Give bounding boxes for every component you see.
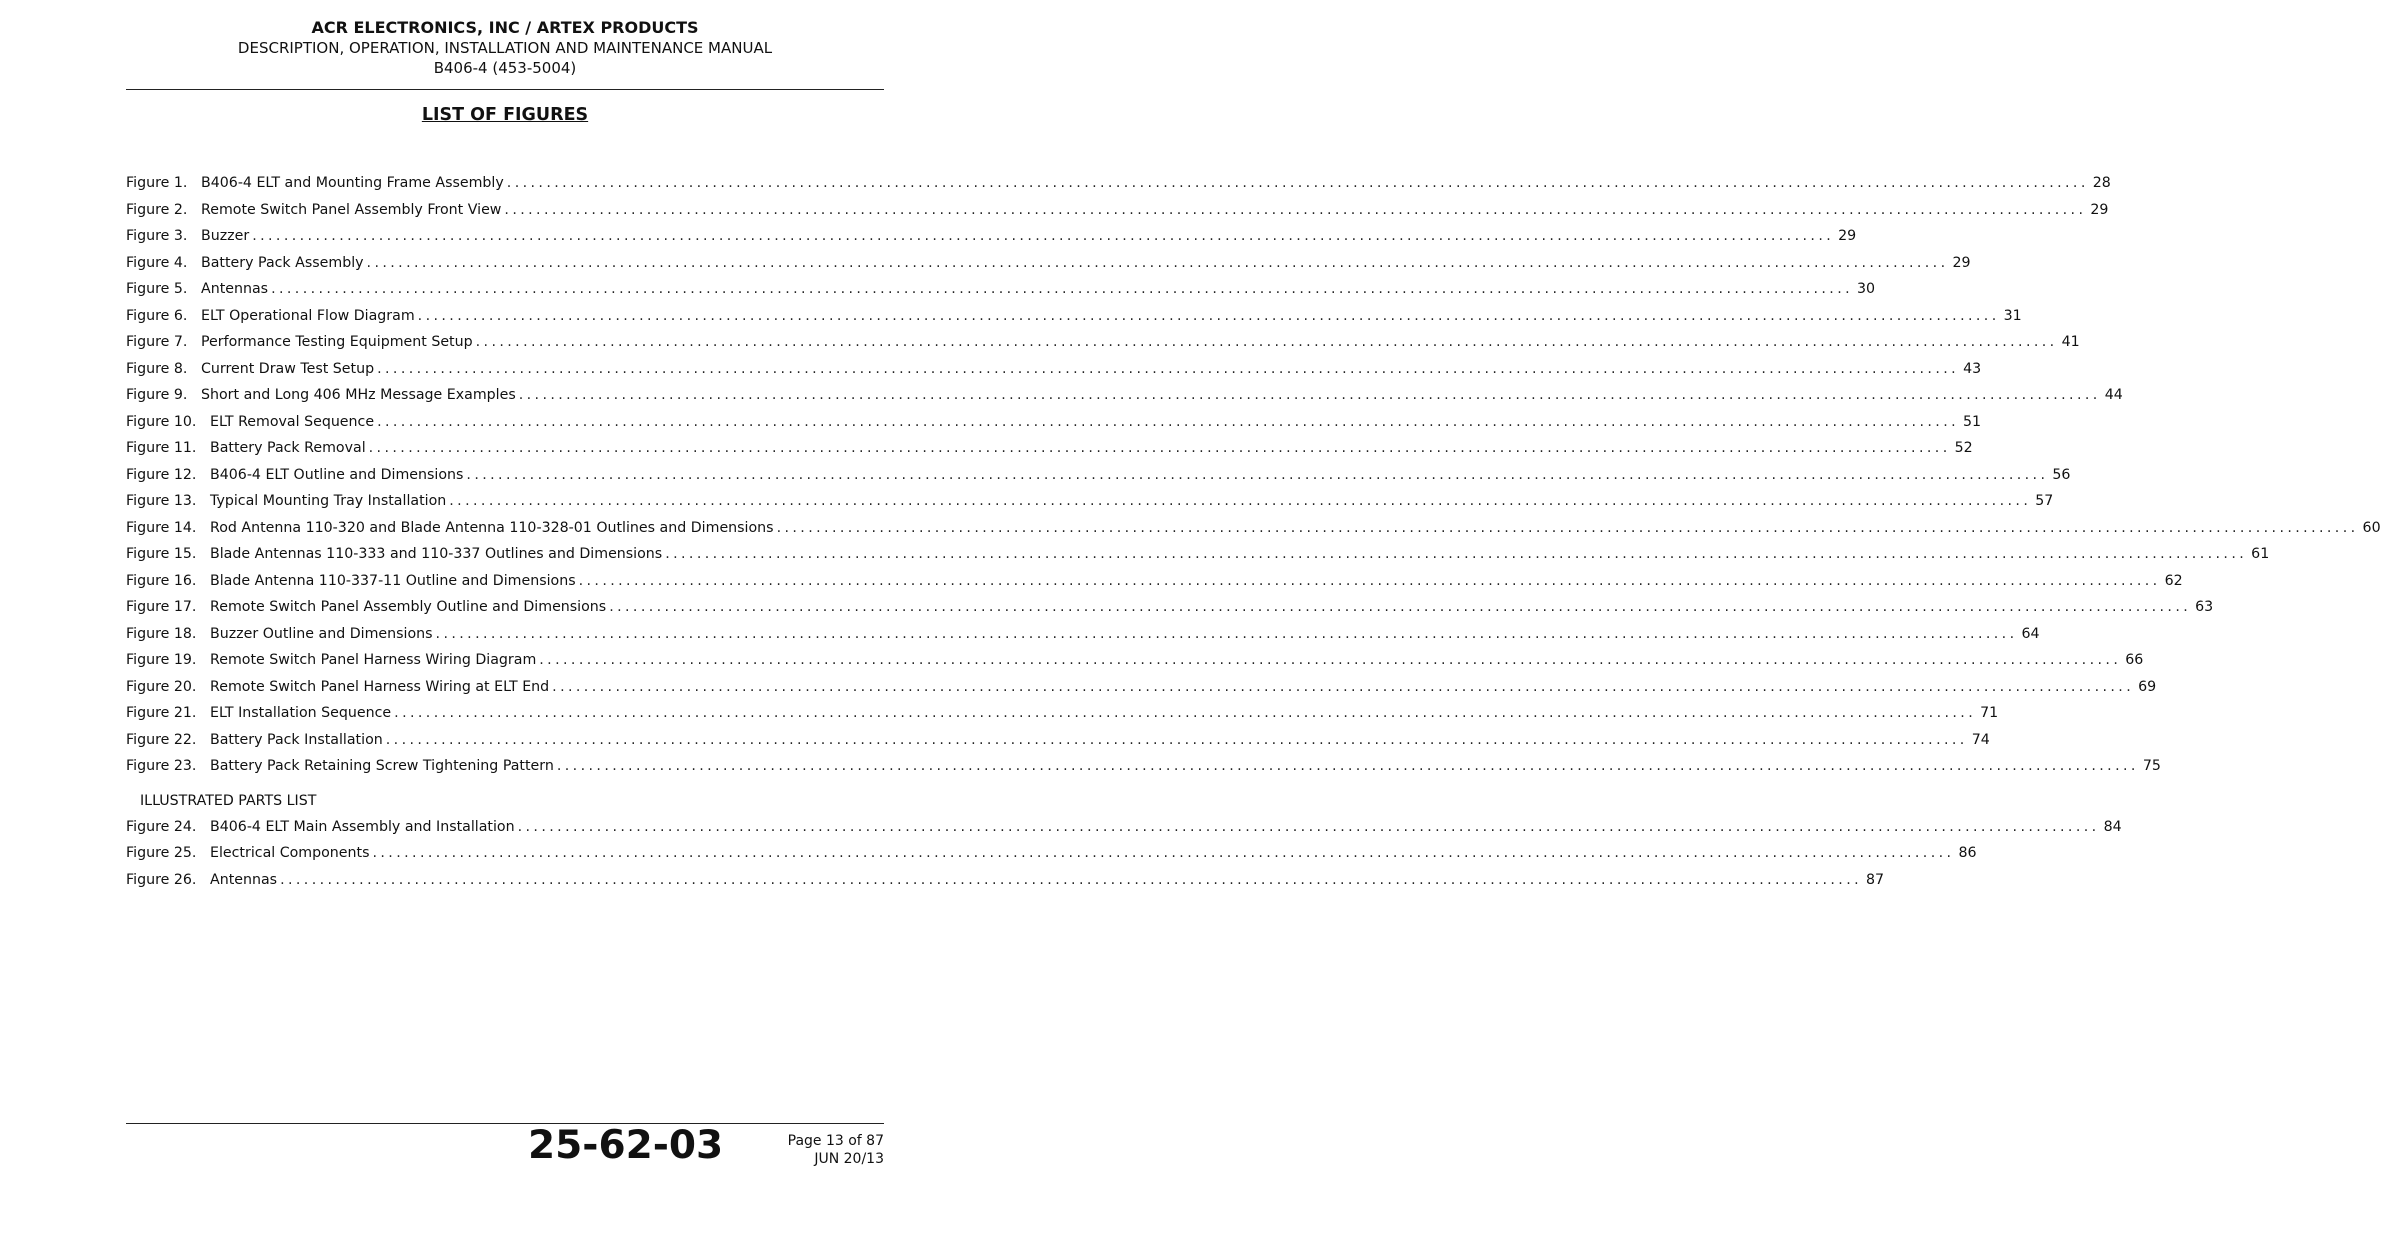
figure-entry[interactable] [126, 814, 2122, 841]
figure-page-number: 30 [1857, 281, 1876, 297]
figure-page-number: 69 [2138, 678, 2157, 695]
figure-entry[interactable] [126, 541, 2270, 568]
figure-title: Remote Switch Panel Harness Wiring Diagram [210, 652, 537, 668]
figure-entry[interactable] [126, 223, 1857, 250]
figure-number: Figure 22. [126, 731, 197, 748]
figure-number: Figure 13. [126, 493, 197, 509]
figure-page-number: 51 [1963, 413, 1982, 430]
model-number: B406-4 (453-5004) [433, 59, 577, 77]
figure-title: Electrical Components [210, 845, 370, 861]
figure-title: Rod Antenna 110-320 and Blade Antenna 110-328-01 Outlines and Dimensions [210, 519, 774, 536]
figure-entry[interactable] [126, 462, 2071, 489]
figure-page-number: 41 [2061, 334, 2080, 350]
figure-title: Remote Switch Panel Assembly Front View [201, 201, 502, 218]
figure-entry[interactable] [126, 753, 2161, 780]
figure-number: Figure 14. [126, 519, 197, 536]
dot-leader: ........................................................................................................................................................................................................ [366, 254, 1949, 271]
figure-title: Short and Long 406 MHz Message Examples [201, 387, 516, 403]
figure-number: Figure 9. [126, 387, 188, 403]
figure-page-number: 71 [1980, 705, 1999, 721]
footer-divider [126, 1123, 884, 1124]
figure-page-number: 60 [2362, 519, 2381, 536]
figure-title: Antennas [210, 871, 278, 888]
dot-leader: ........................................................................................................................................................................................................ [552, 678, 2135, 695]
figure-title: Battery Pack Removal [210, 440, 366, 456]
figure-page-number: 28 [2092, 175, 2111, 191]
dot-leader: ........................................................................................................................................................................................................ [466, 466, 2049, 483]
ipl-figures-group [126, 814, 2122, 894]
figure-page-number: 56 [2052, 466, 2071, 483]
figure-page-number: 62 [2164, 572, 2183, 589]
figure-title: Remote Switch Panel Harness Wiring at ELT End [210, 678, 550, 695]
figure-entry[interactable] [126, 594, 2214, 621]
figure-page-number: 63 [2195, 599, 2214, 615]
dot-leader: ........................................................................................................................................................................................................ [539, 652, 2122, 668]
dot-leader: ........................................................................................................................................................................................................ [394, 705, 1977, 721]
dot-leader: ........................................................................................................................................................................................................ [449, 493, 2032, 509]
figure-number: Figure 20. [126, 678, 197, 695]
dot-leader: ........................................................................................................................................................................................................ [280, 871, 1863, 888]
figure-title: Battery Pack Assembly [201, 254, 364, 271]
figure-title: Battery Pack Installation [210, 731, 383, 748]
figure-title: Buzzer [201, 228, 250, 244]
figure-title: Blade Antenna 110-337-11 Outline and Dimensions [210, 572, 576, 589]
figure-page-number: 31 [2003, 307, 2022, 324]
figure-page-number: 75 [2142, 758, 2161, 774]
figure-page-number: 44 [2104, 387, 2123, 403]
figure-title: B406-4 ELT Main Assembly and Installation [210, 818, 515, 835]
figure-page-number: 86 [1958, 845, 1977, 861]
page-number: Page 13 of 87 [787, 1133, 884, 1149]
figure-page-number: 57 [2035, 493, 2054, 509]
figure-entry[interactable] [126, 674, 2157, 701]
figure-number: Figure 26. [126, 871, 197, 888]
figure-entry[interactable] [126, 515, 2381, 542]
figure-number: Figure 3. [126, 228, 188, 244]
dot-leader: ........................................................................................................................................................................................................ [517, 818, 2100, 835]
figure-page-number: 29 [2090, 201, 2109, 218]
figure-number: Figure 12. [126, 466, 197, 483]
figure-entry[interactable] [126, 435, 1973, 462]
figure-entry[interactable] [126, 488, 2054, 515]
figure-title: Buzzer Outline and Dimensions [210, 625, 433, 642]
figure-entry[interactable] [126, 276, 1876, 303]
figure-entry[interactable] [126, 409, 1982, 436]
figure-page-number: 66 [2125, 652, 2144, 668]
figure-number: Figure 25. [126, 845, 197, 861]
figure-entry[interactable] [126, 250, 1971, 277]
dot-leader: ........................................................................................................................................................................................................ [556, 758, 2139, 774]
figure-page-number: 43 [1963, 360, 1982, 377]
figure-title: ELT Operational Flow Diagram [201, 307, 415, 324]
figure-list [126, 170, 2381, 893]
figure-entry[interactable] [126, 382, 2123, 409]
figure-title: B406-4 ELT and Mounting Frame Assembly [201, 175, 504, 191]
figure-page-number: 87 [1866, 871, 1885, 888]
figure-number: Figure 10. [126, 413, 197, 430]
figure-entry[interactable] [126, 621, 2040, 648]
dot-leader: ........................................................................................................................................................................................................ [518, 387, 2101, 403]
figure-entry[interactable] [126, 356, 1982, 383]
figure-number: Figure 8. [126, 360, 188, 377]
figure-title: Blade Antennas 110-333 and 110-337 Outlines and Dimensions [210, 546, 663, 562]
dot-leader: ........................................................................................................................................................................................................ [578, 572, 2161, 589]
figure-entry[interactable] [126, 568, 2183, 595]
ipl-heading: ILLUSTRATED PARTS LIST [140, 792, 317, 809]
figure-entry[interactable] [126, 197, 2109, 224]
document-code: 25-62-03 [528, 1123, 724, 1168]
dot-leader: ........................................................................................................................................................................................................ [665, 546, 2248, 562]
manual-title: DESCRIPTION, OPERATION, INSTALLATION AND MAINTENANCE MANUAL [237, 39, 773, 57]
figure-number: Figure 19. [126, 652, 197, 668]
figure-number: Figure 15. [126, 546, 197, 562]
dot-leader: ........................................................................................................................................................................................................ [271, 281, 1854, 297]
figure-number: Figure 7. [126, 334, 188, 350]
figure-entry[interactable] [126, 867, 1885, 894]
dot-leader: ........................................................................................................................................................................................................ [417, 307, 2000, 324]
figure-title: Typical Mounting Tray Installation [210, 493, 447, 509]
figure-entry[interactable] [126, 727, 1990, 754]
company-name: ACR ELECTRONICS, INC / ARTEX PRODUCTS [311, 18, 699, 37]
figure-number: Figure 18. [126, 625, 197, 642]
figure-title: Antennas [201, 281, 269, 297]
revision-date: JUN 20/13 [814, 1151, 884, 1167]
figure-title: ELT Removal Sequence [210, 413, 375, 430]
figure-title: Battery Pack Retaining Screw Tightening Pattern [210, 758, 554, 774]
figures-group [126, 170, 2381, 780]
figure-number: Figure 2. [126, 201, 188, 218]
dot-leader: ........................................................................................................................................................................................................ [475, 334, 2058, 350]
figure-page-number: 29 [1952, 254, 1971, 271]
figure-number: Figure 24. [126, 818, 197, 835]
figure-page-number: 74 [1971, 731, 1990, 748]
figure-entry[interactable] [126, 840, 1977, 867]
figure-entry[interactable] [126, 647, 2144, 674]
dot-leader: ........................................................................................................................................................................................................ [776, 519, 2359, 536]
figure-entry[interactable] [126, 303, 2022, 330]
figure-number: Figure 11. [126, 440, 197, 456]
header-divider [126, 89, 884, 90]
dot-leader: ........................................................................................................................................................................................................ [377, 413, 1960, 430]
figure-number: Figure 6. [126, 307, 188, 324]
figure-number: Figure 16. [126, 572, 197, 589]
dot-leader: ........................................................................................................................................................................................................ [372, 845, 1955, 861]
figure-title: ELT Installation Sequence [210, 705, 392, 721]
figure-number: Figure 1. [126, 175, 188, 191]
dot-leader: ........................................................................................................................................................................................................ [368, 440, 1951, 456]
page-header [126, 18, 884, 78]
figure-entry[interactable] [126, 700, 1999, 727]
figure-number: Figure 4. [126, 254, 188, 271]
figure-title: Current Draw Test Setup [201, 360, 375, 377]
figure-number: Figure 21. [126, 705, 197, 721]
figure-title: Remote Switch Panel Assembly Outline and Dimensions [210, 599, 607, 615]
figure-number: Figure 5. [126, 281, 188, 297]
figure-title: Performance Testing Equipment Setup [201, 334, 473, 350]
dot-leader: ........................................................................................................................................................................................................ [435, 625, 2018, 642]
figure-entry[interactable] [126, 329, 2080, 356]
dot-leader: ........................................................................................................................................................................................................ [504, 201, 2087, 218]
figure-number: Figure 17. [126, 599, 197, 615]
figure-page-number: 29 [1838, 228, 1857, 244]
figure-page-number: 84 [2103, 818, 2122, 835]
dot-leader: ........................................................................................................................................................................................................ [377, 360, 1960, 377]
figure-page-number: 61 [2251, 546, 2270, 562]
page-title: LIST OF FIGURES [421, 105, 589, 125]
figure-entry[interactable] [126, 170, 2111, 197]
dot-leader: ........................................................................................................................................................................................................ [252, 228, 1835, 244]
figure-title: B406-4 ELT Outline and Dimensions [210, 466, 464, 483]
dot-leader: ........................................................................................................................................................................................................ [385, 731, 1968, 748]
page-info [788, 1132, 884, 1168]
dot-leader: ........................................................................................................................................................................................................ [609, 599, 2192, 615]
figure-page-number: 64 [2021, 625, 2040, 642]
figure-page-number: 52 [1954, 440, 1973, 456]
figure-number: Figure 23. [126, 758, 197, 774]
dot-leader: ........................................................................................................................................................................................................ [506, 175, 2089, 191]
